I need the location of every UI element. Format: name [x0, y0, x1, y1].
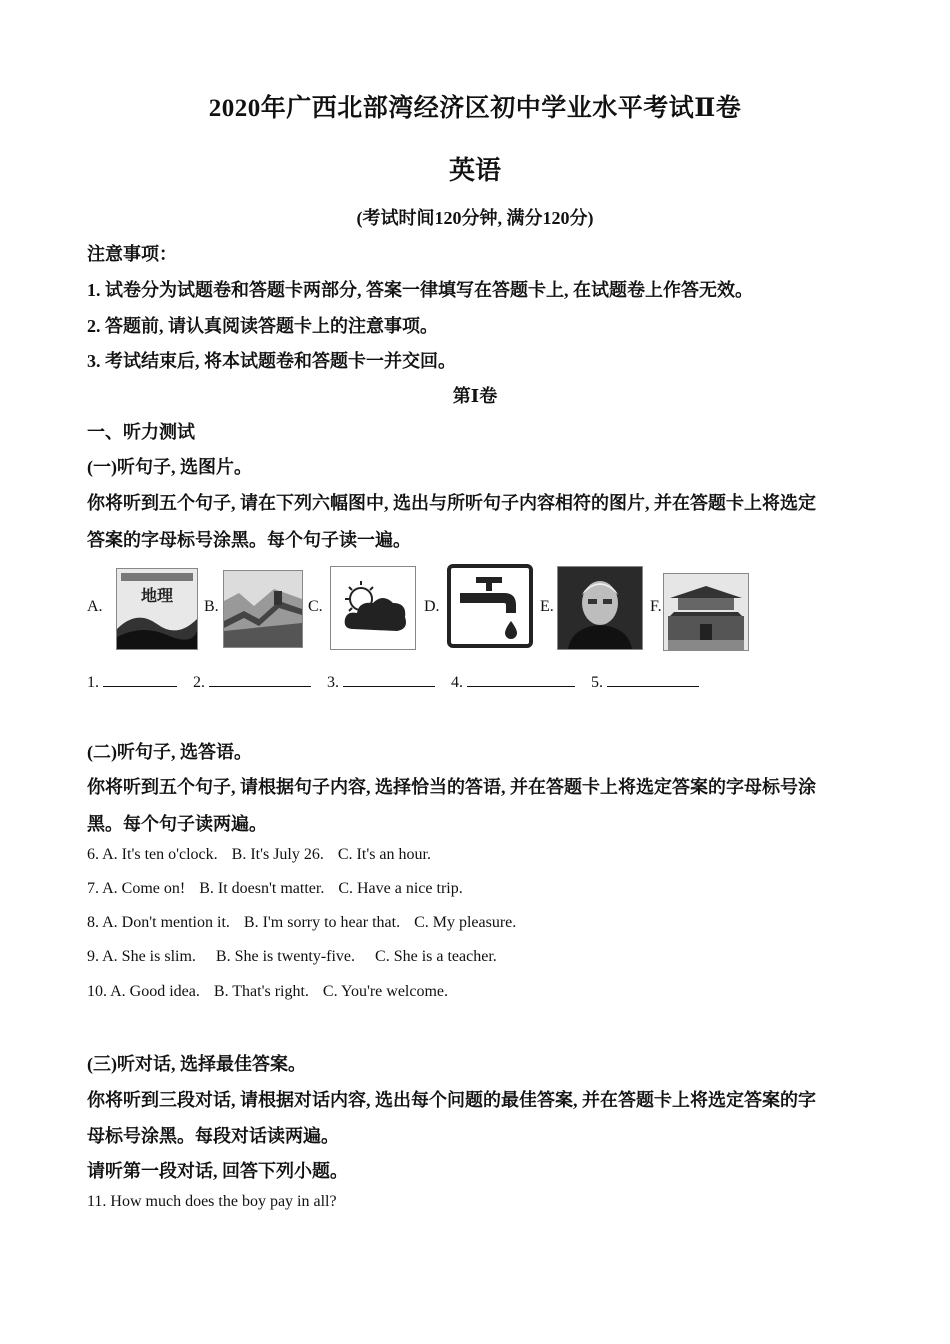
option-8a: A. Don't mention it. — [102, 914, 230, 931]
picture-letter-b: B. — [204, 598, 219, 615]
portrait-icon — [557, 566, 643, 650]
volume-label: 第Ⅰ卷 — [452, 386, 498, 406]
option-9a: A. She is slim. — [102, 948, 196, 965]
gate-tower-icon — [663, 573, 749, 651]
blank-label-2: 2. — [193, 674, 205, 691]
answer-blank-1[interactable] — [103, 670, 177, 687]
option-6a: A. It's ten o'clock. — [102, 846, 218, 863]
option-10b: B. That's right. — [213, 983, 309, 1000]
question-8: 8. A. Don't mention it. B. I'm sorry to hear that. C. My pleasure. — [87, 914, 517, 931]
notice-item-3: 3. 考试结束后, 将本试题卷和答题卡一并交回。 — [87, 351, 456, 371]
picture-letter-d: D. — [424, 598, 440, 615]
question-6: 6. A. It's ten o'clock. B. It's July 26. C. It's an hour. — [87, 846, 431, 863]
notice-item-2: 2. 答题前, 请认真阅读答题卡上的注意事项。 — [87, 316, 438, 336]
picture-letter-f: F. — [650, 598, 662, 615]
picture-letter-c: C. — [308, 598, 323, 615]
part2-instruction-1: 你将听到五个句子, 请根据句子内容, 选择恰当的答语, 并在答题卡上将选定答案的字母标号涂 — [87, 777, 816, 797]
option-8c: C. My pleasure. — [414, 914, 517, 931]
option-6b: B. It's July 26. — [231, 846, 324, 863]
blank-label-5: 5. — [591, 674, 603, 691]
answer-blank-4[interactable] — [467, 670, 575, 687]
notice-item-1: 1. 试卷分为试题卷和答题卡两部分, 答案一律填写在答题卡上, 在试题卷上作答无效。 — [87, 280, 753, 300]
option-9b: B. She is twenty-five. — [215, 948, 356, 965]
option-7b: B. It doesn't matter. — [199, 880, 325, 897]
answer-blank-5[interactable] — [607, 670, 699, 687]
answer-blanks — [87, 670, 711, 692]
option-10a: A. Good idea. — [110, 983, 200, 1000]
option-7c: C. Have a nice trip. — [338, 880, 463, 897]
part1-title: (一)听句子, 选图片。 — [87, 457, 252, 477]
option-7a: A. Come on! — [102, 880, 186, 897]
question-7: 7. A. Come on! B. It doesn't matter. C. Have a nice trip. — [87, 880, 463, 897]
subject-title: 英语 — [448, 156, 501, 185]
picture-letter-e: E. — [540, 598, 554, 615]
blank-label-1: 1. — [87, 674, 99, 691]
exam-title: 2020年广西北部湾经济区初中学业水平考试Ⅱ卷 — [208, 95, 742, 122]
answer-blank-2[interactable] — [209, 670, 311, 687]
question-10: 10. A. Good idea. B. That's right. C. You're welcome. — [87, 983, 449, 1000]
option-10c: C. You're welcome. — [322, 983, 449, 1000]
part2-title: (二)听句子, 选答语。 — [87, 742, 252, 762]
water-tap-icon — [446, 563, 534, 649]
picture-letter-a: A. — [87, 598, 103, 615]
dialogue-prompt: 请听第一段对话, 回答下列小题。 — [87, 1161, 348, 1181]
part3-instruction-2: 母标号涂黑。每段对话读两遍。 — [87, 1126, 339, 1146]
part1-instruction-2: 答案的字母标号涂黑。每个句子读一遍。 — [87, 530, 411, 550]
book-cover-icon — [116, 568, 198, 650]
exam-info: (考试时间120分钟, 满分120分) — [356, 208, 594, 228]
part2-instruction-2: 黑。每个句子读两遍。 — [87, 814, 267, 834]
part1-instruction-1: 你将听到五个句子, 请在下列六幅图中, 选出与所听句子内容相符的图片, 并在答题卡上将选定 — [87, 493, 816, 513]
part3-instruction-1: 你将听到三段对话, 请根据对话内容, 选出每个问题的最佳答案, 并在答题卡上将选定答案的字 — [87, 1090, 816, 1110]
option-6c: C. It's an hour. — [337, 846, 431, 863]
notice-heading: 注意事项： — [87, 244, 177, 264]
sun-cloud-icon — [330, 566, 416, 650]
blank-label-4: 4. — [451, 674, 463, 691]
option-8b: B. I'm sorry to hear that. — [243, 914, 401, 931]
blank-label-3: 3. — [327, 674, 339, 691]
question-9: 9. A. She is slim. B. She is twenty-five. C. She is a teacher. — [87, 948, 497, 965]
question-11: 11. How much does the boy pay in all? — [87, 1193, 337, 1210]
part3-title: (三)听对话, 选择最佳答案。 — [87, 1054, 306, 1074]
option-9c: C. She is a teacher. — [375, 948, 497, 965]
book-cover-text: 地理 — [140, 586, 174, 605]
great-wall-icon — [223, 570, 303, 648]
section-title: 一、听力测试 — [87, 422, 195, 442]
answer-blank-3[interactable] — [343, 670, 435, 687]
